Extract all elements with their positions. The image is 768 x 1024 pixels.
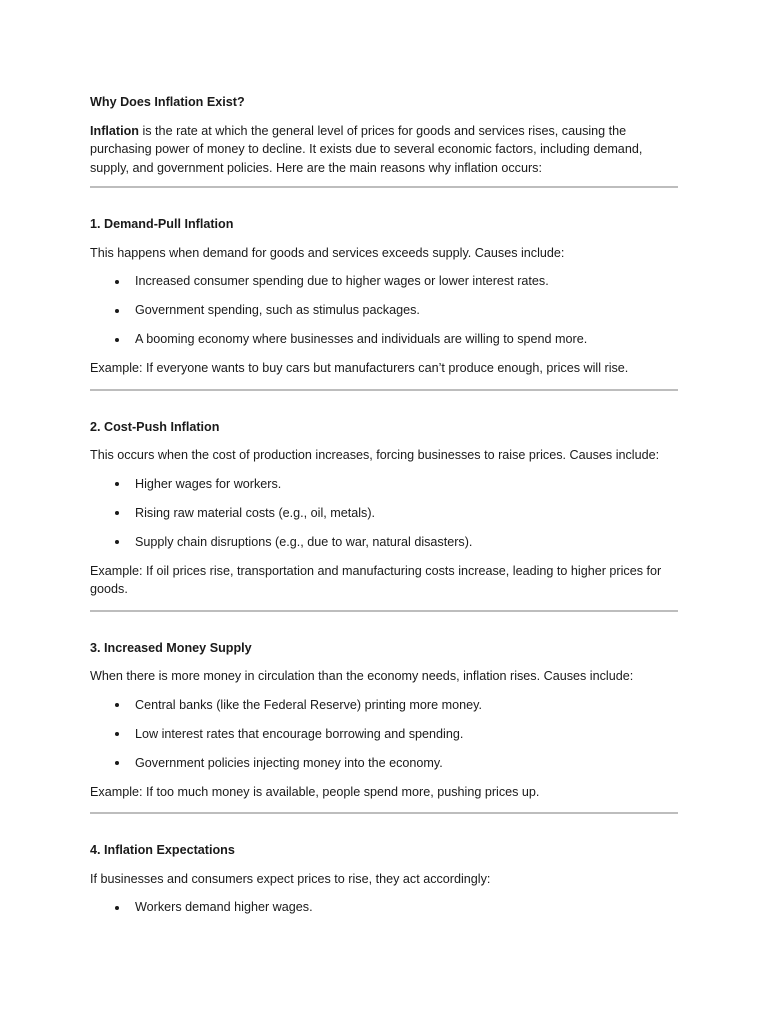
section-inflation-expectations (90, 841, 678, 917)
section-lead: If businesses and consumers expect prices to rise, they act accordingly: (90, 871, 491, 886)
intro-paragraph (90, 122, 678, 178)
list-item: Central banks (like the Federal Reserve) printing more money. (90, 696, 678, 715)
intro-text: is the rate at which the general level of prices for goods and services rises, causing the purchasing power of money to decline. It exists due to several economic factors, including demand, supply, and government policies. Here are the main reasons why inflation occurs: (90, 123, 643, 175)
section-heading: 3. Increased Money Supply (90, 640, 252, 655)
list-item: Low interest rates that encourage borrowing and spending. (90, 725, 678, 744)
section-heading: 2. Cost-Push Inflation (90, 419, 220, 434)
bullet-list (90, 475, 678, 552)
section-lead: This happens when demand for goods and services exceeds supply. Causes include: (90, 245, 565, 260)
section-lead: This occurs when the cost of production increases, forcing businesses to raise prices. Causes include: (90, 448, 660, 462)
list-item: Government policies injecting money into the economy. (90, 754, 678, 773)
list-item: Workers demand higher wages. (90, 898, 678, 917)
list-item: Rising raw material costs (e.g., oil, metals). (90, 504, 678, 523)
section-money-supply (90, 639, 678, 802)
section-example: Example: If everyone wants to buy cars but manufacturers can’t produce enough, prices will rise. (90, 361, 629, 375)
list-item: Government spending, such as stimulus packages. (90, 301, 678, 320)
section-divider (90, 186, 678, 188)
section-heading: 4. Inflation Expectations (90, 843, 235, 857)
section-divider (90, 610, 678, 612)
section-divider (90, 812, 678, 814)
section-example: Example: If too much money is available, people spend more, pushing prices up. (90, 784, 540, 799)
list-item: A booming economy where businesses and individuals are willing to spend more. (90, 330, 678, 349)
document-page (90, 93, 678, 927)
intro-term: Inflation (90, 123, 139, 138)
document-title: Why Does Inflation Exist? (90, 95, 245, 109)
section-divider (90, 389, 678, 391)
bullet-list (90, 898, 678, 917)
list-item: Supply chain disruptions (e.g., due to war, natural disasters). (90, 533, 678, 552)
bullet-list (90, 696, 678, 773)
section-lead: When there is more money in circulation than the economy needs, inflation rises. Causes include: (90, 669, 634, 683)
bullet-list (90, 272, 678, 349)
list-item: Increased consumer spending due to higher wages or lower interest rates. (90, 272, 678, 291)
list-item: Higher wages for workers. (90, 475, 678, 494)
section-demand-pull (90, 215, 678, 378)
section-heading: 1. Demand-Pull Inflation (90, 217, 234, 231)
section-example: Example: If oil prices rise, transportation and manufacturing costs increase, leading to higher prices for goods. (90, 563, 662, 596)
section-cost-push (90, 418, 678, 599)
